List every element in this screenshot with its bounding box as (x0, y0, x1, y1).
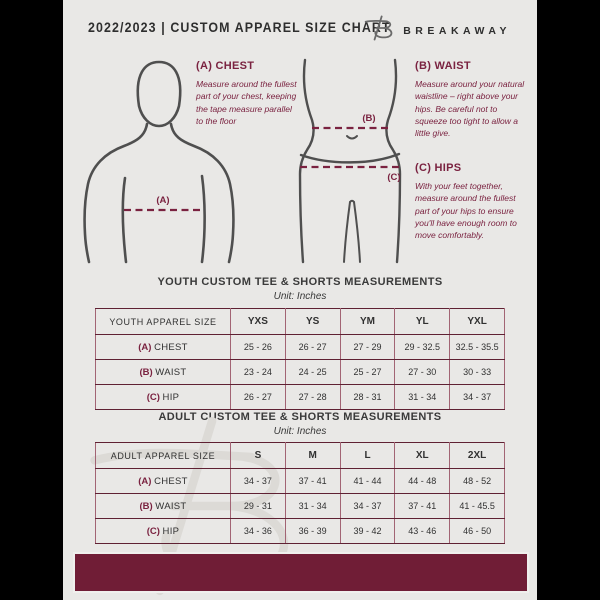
adult-chest-label (96, 469, 231, 494)
cell: 34 - 36 (231, 519, 286, 544)
hip-curve (301, 154, 399, 162)
cell: 34 - 37 (340, 494, 395, 519)
adult-col-m: M (285, 443, 340, 469)
table-row (96, 335, 505, 360)
adult-col-xl: XL (395, 443, 450, 469)
table-row (96, 494, 505, 519)
adult-header-row (96, 443, 505, 469)
navel-mark (347, 136, 357, 139)
hips-line-label: (C) (387, 172, 401, 183)
table-row (96, 469, 505, 494)
cell: 37 - 41 (395, 494, 450, 519)
waist-instructions (415, 60, 527, 140)
cell: 27 - 29 (340, 335, 395, 360)
footer-bar (73, 552, 529, 593)
cell: 41 - 44 (340, 469, 395, 494)
right-side-outline (386, 60, 400, 262)
brand-name: BREAKAWAY (403, 25, 511, 37)
left-shoulder-arm (85, 124, 147, 262)
adult-table-title: ADULT CUSTOM TEE & SHORTS MEASUREMENTS (158, 411, 442, 423)
crotch-arc (350, 201, 354, 202)
row-prefix: (C) (146, 525, 160, 537)
row-prefix: (A) (138, 475, 152, 487)
row-label-text: CHEST (154, 475, 188, 487)
adult-col-s: S (231, 443, 286, 469)
hips-heading: (C) HIPS (415, 162, 462, 174)
inner-left-leg (344, 202, 350, 262)
youth-header-row (96, 309, 505, 335)
cell: 26 - 27 (285, 335, 340, 360)
row-prefix: (A) (138, 341, 152, 353)
youth-col-yxs: YXS (231, 309, 286, 335)
hips-body: With your feet together, measure around the fullest part of your hips to ensure you'll have enough room to move comfortably. (415, 181, 517, 241)
cell: 31 - 34 (285, 494, 340, 519)
youth-waist-label (96, 360, 231, 385)
adult-table-unit: Unit: Inches (273, 426, 327, 437)
cell: 44 - 48 (395, 469, 450, 494)
row-label-text: WAIST (155, 366, 187, 378)
row-label-text: HIP (162, 391, 180, 403)
cell: 24 - 25 (285, 360, 340, 385)
youth-table-unit: Unit: Inches (273, 291, 327, 302)
adult-hip-label (96, 519, 231, 544)
table-row (96, 385, 505, 410)
right-shoulder-arm (171, 124, 233, 262)
adult-col-l: L (340, 443, 395, 469)
waist-heading: (B) WAIST (415, 60, 471, 72)
waist-body: Measure around your natural waistline – right above your hips. Be careful not to squeeze too tight to allow a little give. (415, 79, 525, 139)
row-prefix: (B) (139, 366, 153, 378)
row-label-text: WAIST (155, 500, 187, 512)
cell: 32.5 - 35.5 (450, 335, 505, 360)
youth-size-header: YOUTH APPAREL SIZE (96, 309, 231, 335)
lower-body-diagram (291, 56, 409, 264)
adult-size-table (95, 442, 505, 544)
cell: 31 - 34 (395, 385, 450, 410)
adult-size-header: ADULT APPAREL SIZE (96, 443, 231, 469)
row-prefix: (B) (139, 500, 153, 512)
cell: 46 - 50 (450, 519, 505, 544)
cell: 41 - 45.5 (450, 494, 505, 519)
chest-instructions (196, 60, 298, 127)
cell: 43 - 46 (395, 519, 450, 544)
chest-line-label: (A) (156, 195, 170, 206)
youth-chest-label (96, 335, 231, 360)
row-label-text: CHEST (154, 341, 188, 353)
head-outline (138, 62, 180, 126)
youth-col-yl: YL (395, 309, 450, 335)
youth-table-title: YOUTH CUSTOM TEE & SHORTS MEASUREMENTS (157, 276, 443, 288)
table-row (96, 360, 505, 385)
size-chart-page (63, 0, 537, 600)
youth-col-yxl: YXL (450, 309, 505, 335)
youth-size-table (95, 308, 505, 410)
cell: 48 - 52 (450, 469, 505, 494)
chest-heading: (A) CHEST (196, 60, 255, 72)
page-title: 2022/2023 | CUSTOM APPAREL SIZE CHART (88, 20, 391, 35)
left-torso-side (123, 178, 126, 262)
chest-body: Measure around the fullest part of your chest, keeping the tape measure parallel to the floor (196, 79, 297, 126)
waist-line-label: (B) (362, 113, 376, 124)
cell: 23 - 24 (231, 360, 286, 385)
cell: 29 - 31 (231, 494, 286, 519)
hips-instructions (415, 162, 531, 242)
cell: 25 - 26 (231, 335, 286, 360)
cell: 28 - 31 (340, 385, 395, 410)
youth-hip-label (96, 385, 231, 410)
cell: 37 - 41 (285, 469, 340, 494)
youth-col-ym: YM (340, 309, 395, 335)
adult-col-2xl: 2XL (450, 443, 505, 469)
row-prefix: (C) (146, 391, 160, 403)
cell: 34 - 37 (231, 469, 286, 494)
table-row (96, 519, 505, 544)
cell: 25 - 27 (340, 360, 395, 385)
cell: 30 - 33 (450, 360, 505, 385)
breakaway-logo-icon (363, 14, 395, 42)
right-torso-side (202, 176, 205, 262)
cell: 29 - 32.5 (395, 335, 450, 360)
cell: 26 - 27 (231, 385, 286, 410)
cell: 39 - 42 (340, 519, 395, 544)
cell: 27 - 30 (395, 360, 450, 385)
cell: 34 - 37 (450, 385, 505, 410)
adult-waist-label (96, 494, 231, 519)
youth-col-ys: YS (285, 309, 340, 335)
cell: 36 - 39 (285, 519, 340, 544)
brand-block (363, 14, 511, 42)
left-side-outline (300, 60, 314, 262)
inner-right-leg (354, 202, 360, 262)
row-label-text: HIP (162, 525, 180, 537)
cell: 27 - 28 (285, 385, 340, 410)
